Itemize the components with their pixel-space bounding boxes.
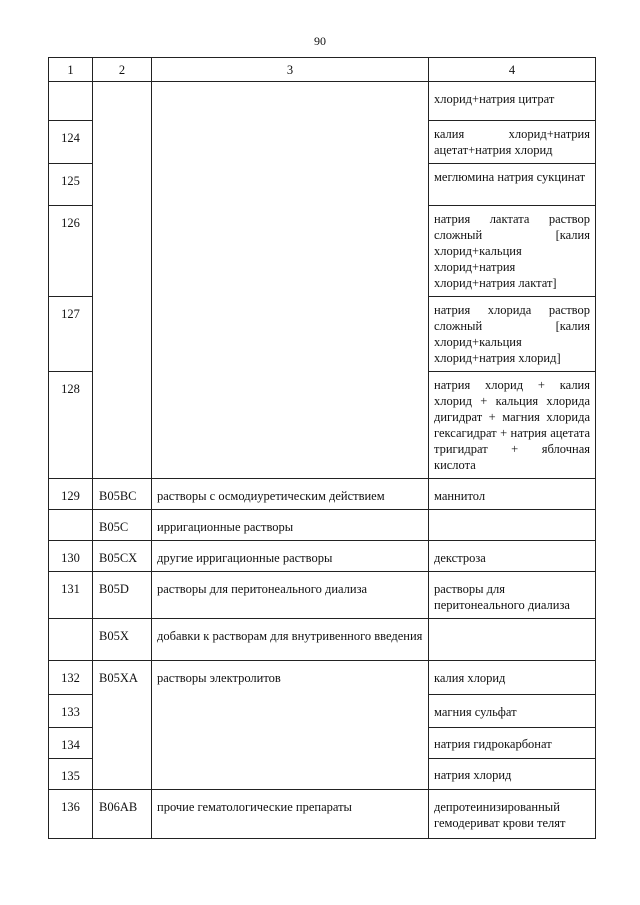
drug-name: натрия хлорид + калия хлорид + кальция хлорида дигидрат + магния хлорида гексагидрат + натрия ацетата тригидрат + яблочная кислота <box>429 372 596 479</box>
drug-name: растворы для перитонеального диализа <box>429 572 596 619</box>
column-header-1: 1 <box>49 58 93 82</box>
atc-code: B05XA <box>93 661 152 790</box>
table-row <box>49 619 596 661</box>
drug-name: натрия гидрокарбонат <box>429 728 596 759</box>
group-name: другие ирригационные растворы <box>152 541 429 572</box>
drug-name <box>429 619 596 661</box>
drug-name: натрия хлорид <box>429 759 596 790</box>
atc-code: B05CX <box>93 541 152 572</box>
row-number: 128 <box>49 372 93 479</box>
row-number: 131 <box>49 572 93 619</box>
table-row <box>49 510 596 541</box>
group-name: добавки к растворам для внутривенного введения <box>152 619 429 661</box>
page-number: 90 <box>314 34 326 48</box>
row-number: 135 <box>49 759 93 790</box>
row-number: 127 <box>49 297 93 372</box>
atc-code: B05D <box>93 572 152 619</box>
group-name: растворы для перитонеального диализа <box>152 572 429 619</box>
group-name: прочие гематологические препараты <box>152 790 429 839</box>
atc-code: B05BC <box>93 479 152 510</box>
row-number <box>49 619 93 661</box>
table-row <box>49 479 596 510</box>
drug-name: меглюмина натрия сукцинат <box>429 164 596 206</box>
row-number: 133 <box>49 695 93 728</box>
group-name: ирригационные растворы <box>152 510 429 541</box>
table-row <box>49 541 596 572</box>
drug-name: декстроза <box>429 541 596 572</box>
drug-name: натрия хлорида раствор сложный [калия хлорид+кальция хлорид+натрия хлорид] <box>429 297 596 372</box>
group-name: растворы с осмодиуретическим действием <box>152 479 429 510</box>
row-number: 132 <box>49 661 93 695</box>
row-number: 125 <box>49 164 93 206</box>
row-number <box>49 82 93 121</box>
group-name-cell <box>152 82 429 479</box>
row-number: 130 <box>49 541 93 572</box>
table-row <box>49 82 596 121</box>
atc-code: B05C <box>93 510 152 541</box>
table-row <box>49 572 596 619</box>
drug-name: магния сульфат <box>429 695 596 728</box>
drug-name: хлорид+натрия цитрат <box>429 82 596 121</box>
row-number: 136 <box>49 790 93 839</box>
drug-name: маннитол <box>429 479 596 510</box>
atc-code-cell <box>93 82 152 479</box>
table-row <box>49 661 596 695</box>
table-row <box>49 790 596 839</box>
row-number: 129 <box>49 479 93 510</box>
row-number <box>49 510 93 541</box>
drug-name <box>429 510 596 541</box>
table-header-row <box>49 58 596 82</box>
drug-name: депротеинизированный гемодериват крови телят <box>429 790 596 839</box>
atc-code: B06AB <box>93 790 152 839</box>
column-header-3: 3 <box>152 58 429 82</box>
column-header-2: 2 <box>93 58 152 82</box>
drug-name: калия хлорид <box>429 661 596 695</box>
drug-name: калия хлорид+натрия ацетат+натрия хлорид <box>429 121 596 164</box>
group-name: растворы электролитов <box>152 661 429 790</box>
row-number: 134 <box>49 728 93 759</box>
column-header-4: 4 <box>429 58 596 82</box>
drug-table <box>48 57 596 839</box>
drug-name: натрия лактата раствор сложный [калия хлорид+кальция хлорид+натрия хлорид+натрия лактат] <box>429 206 596 297</box>
row-number: 124 <box>49 121 93 164</box>
row-number: 126 <box>49 206 93 297</box>
atc-code: B05X <box>93 619 152 661</box>
